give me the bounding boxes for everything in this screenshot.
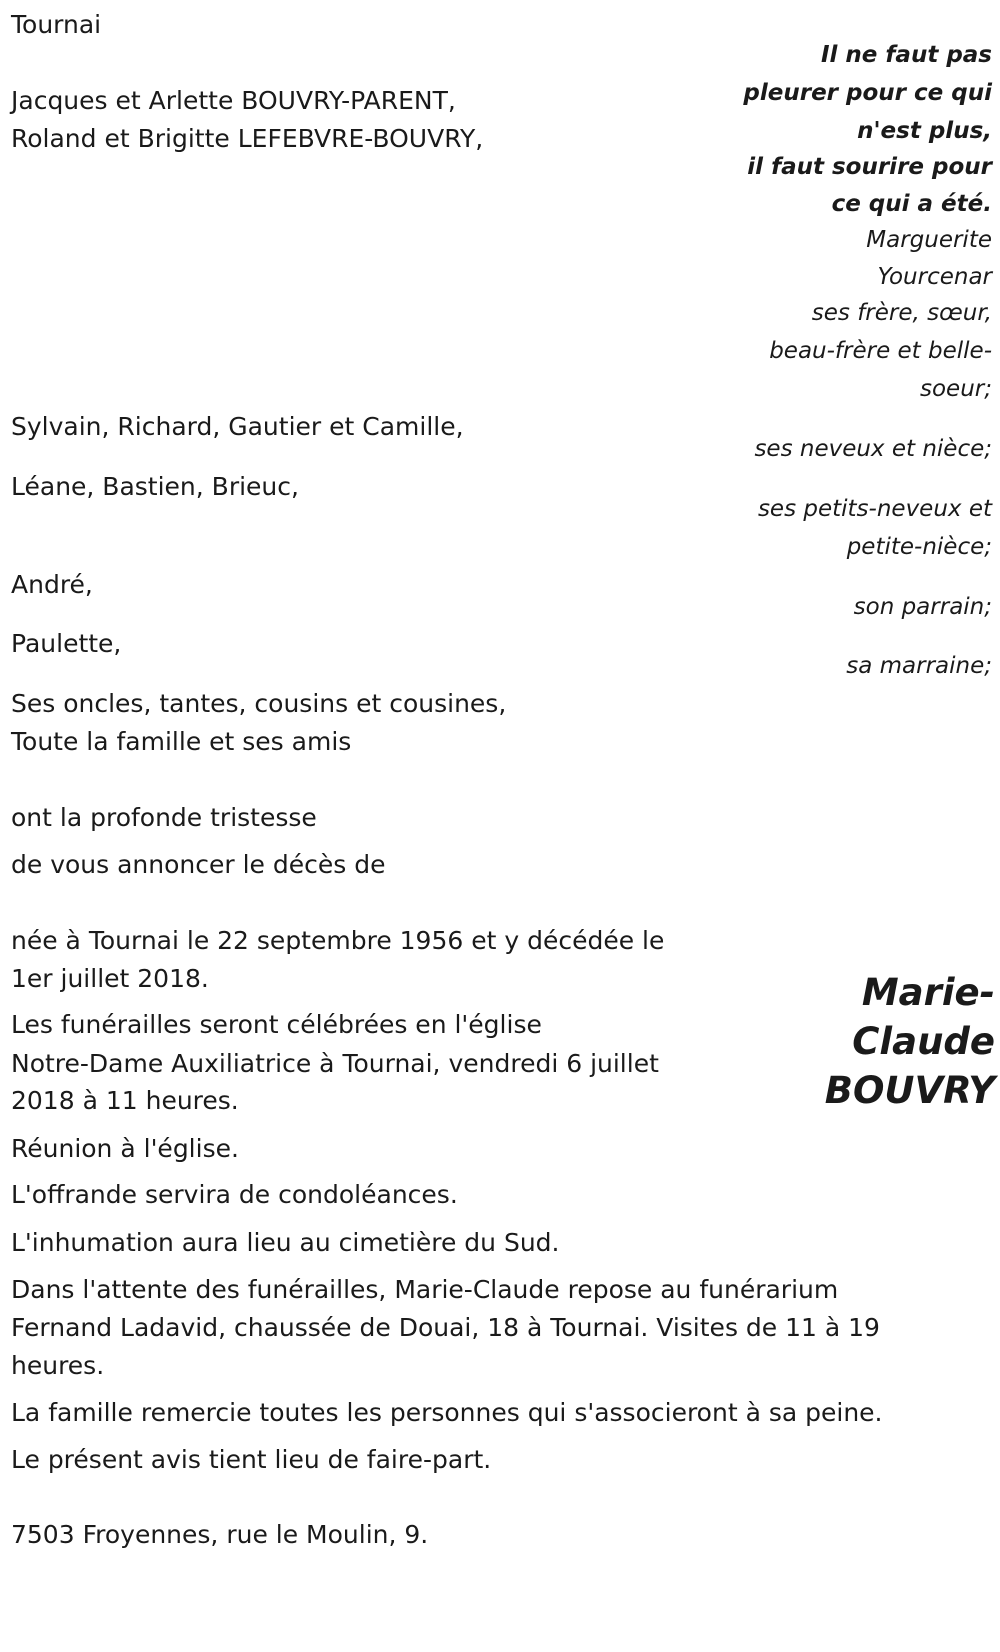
notice-text: Le présent avis tient lieu de faire-part. bbox=[11, 1445, 492, 1474]
meeting-text: Réunion à l'église. bbox=[11, 1134, 239, 1163]
announce-line-1: ont la profonde tristesse bbox=[11, 803, 317, 832]
deceased-name-line-2: Claude bbox=[852, 1020, 995, 1063]
deceased-name-line-1: Marie- bbox=[861, 971, 995, 1014]
quote-line-4: il faut sourire pour bbox=[747, 154, 992, 180]
birth-line-2: 1er juillet 2018. bbox=[11, 964, 209, 993]
quote-line-3: n'est plus, bbox=[857, 118, 992, 144]
godmother-relation: sa marraine; bbox=[846, 653, 992, 679]
others-line-1: Ses oncles, tantes, cousins et cousines, bbox=[11, 689, 507, 718]
godfather-relation: son parrain; bbox=[853, 594, 992, 620]
funeral-line-1: Les funérailles seront célébrées en l'église bbox=[11, 1010, 542, 1039]
others-line-2: Toute la famille et ses amis bbox=[11, 727, 352, 756]
birth-line-1: née à Tournai le 22 septembre 1956 et y décédée le bbox=[11, 926, 665, 955]
thanks-text: La famille remercie toutes les personnes qui s'associeront à sa peine. bbox=[11, 1398, 883, 1427]
rest-line-2: Fernand Ladavid, chaussée de Douai, 18 à Tournai. Visites de 11 à 19 bbox=[11, 1313, 880, 1342]
deceased-name bbox=[825, 968, 995, 1115]
nephews-relation: ses neveux et nièce; bbox=[754, 436, 992, 462]
quote-line-2: pleurer pour ce qui bbox=[743, 80, 992, 106]
godfather-name: André, bbox=[11, 570, 93, 599]
siblings-line-3: soeur; bbox=[920, 376, 992, 402]
nephews-names: Sylvain, Richard, Gautier et Camille, bbox=[11, 412, 464, 441]
rest-line-1: Dans l'attente des funérailles, Marie-Claude repose au funérarium bbox=[11, 1275, 839, 1304]
siblings-line-2: beau-frère et belle- bbox=[769, 338, 992, 364]
grandnephews-names: Léane, Bastien, Brieuc, bbox=[11, 472, 299, 501]
offering-text: L'offrande servira de condoléances. bbox=[11, 1180, 458, 1209]
deceased-name-line-3: BOUVRY bbox=[824, 1069, 995, 1112]
quote-author-2: Yourcenar bbox=[877, 264, 992, 290]
family-line-1: Jacques et Arlette BOUVRY-PARENT, bbox=[11, 86, 456, 115]
family-line-2: Roland et Brigitte LEFEBVRE-BOUVRY, bbox=[11, 124, 484, 153]
rest-line-3: heures. bbox=[11, 1351, 105, 1380]
godmother-name: Paulette, bbox=[11, 629, 122, 658]
grandnephews-relation-2: petite-nièce; bbox=[846, 534, 992, 560]
place-name: Tournai bbox=[11, 10, 102, 39]
funeral-line-3: 2018 à 11 heures. bbox=[11, 1086, 239, 1115]
quote-author-1: Marguerite bbox=[866, 227, 992, 253]
quote-line-5: ce qui a été. bbox=[831, 191, 992, 217]
siblings-line-1: ses frère, sœur, bbox=[811, 300, 992, 326]
funeral-line-2: Notre-Dame Auxiliatrice à Tournai, vendredi 6 juillet bbox=[11, 1049, 659, 1078]
announce-line-2: de vous annoncer le décès de bbox=[11, 850, 386, 879]
burial-text: L'inhumation aura lieu au cimetière du Sud. bbox=[11, 1228, 560, 1257]
quote-line-1: Il ne faut pas bbox=[820, 42, 992, 68]
address-text: 7503 Froyennes, rue le Moulin, 9. bbox=[11, 1520, 429, 1549]
grandnephews-relation-1: ses petits-neveux et bbox=[757, 496, 992, 522]
